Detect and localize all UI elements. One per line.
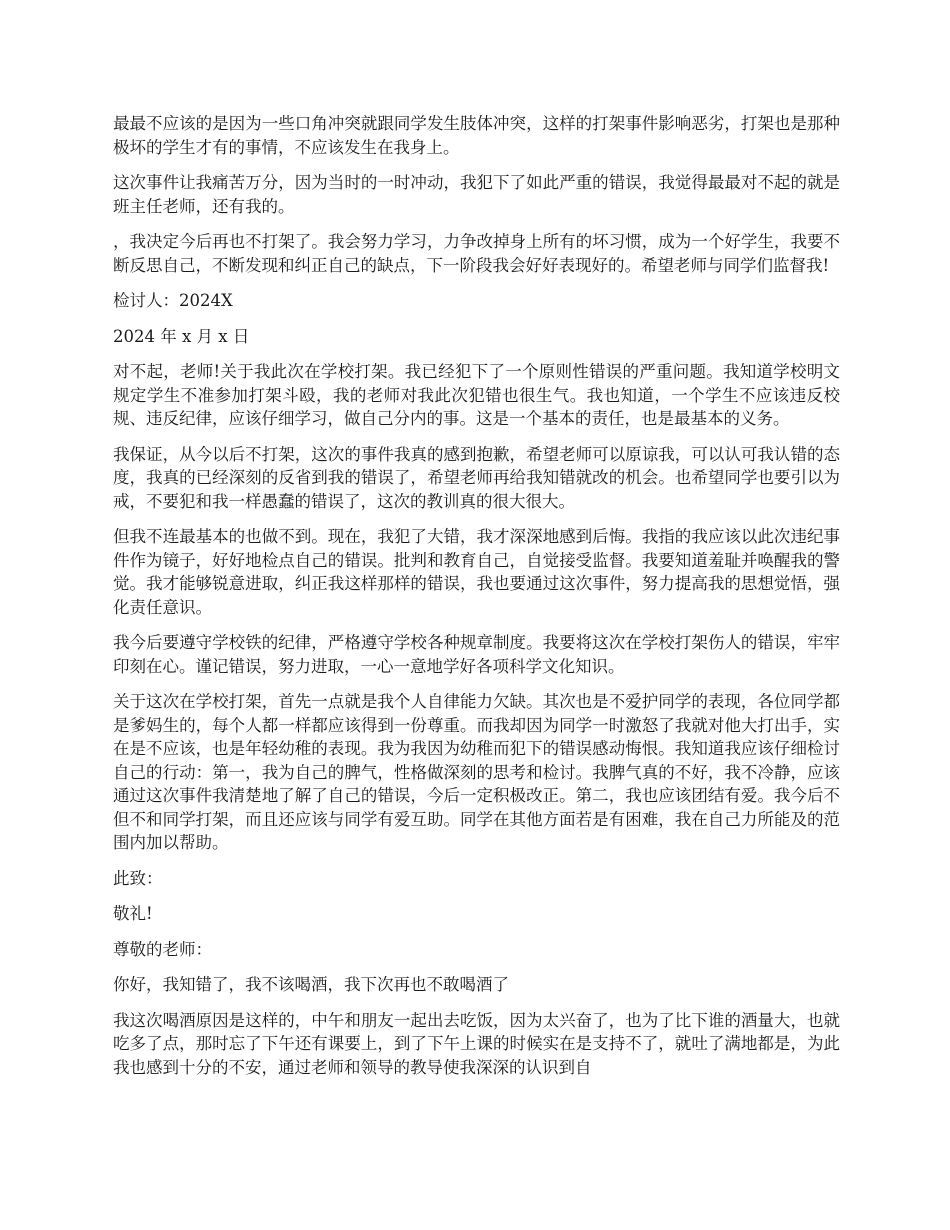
date-line: 2024 年 x 月 x 日 [113, 326, 250, 346]
paragraph-10: 关于这次在学校打架，首先一点就是我个人自律能力欠缺。其次也是不爱护同学的表现，各位同学都是爹妈生的，每个人都一样都应该得到一份尊重。而我却因为同学一时激怒了我就对他大打出手，实在是不应该，也是年轻幼稚的表现。我为我因为幼稚而犯下的错误感动悔恨。我知道我应该仔细检讨自己的行动：第一，我为自己的脾气，性格做深刻的思考和检讨。我脾气真的不好，我不冷静，应该通过这次事件我清楚地了解了自己的错误，今后一定积极改正。第二，我也应该团结有爱。我今后不但不和同学打架，而且还应该与同学有爱互助。同学在其他方面若是有困难，我在自己力所能及的范围内加以帮助。 [113, 692, 840, 852]
paragraph-1: 最最不应该的是因为一些口角冲突就跟同学发生肢体冲突，这样的打架事件影响恶劣，打架也是那种极坏的学生才有的事情，不应该发生在我身上。 [113, 114, 840, 157]
paragraph-9: 我今后要遵守学校铁的纪律，严格遵守学校各种规章制度。我要将这次在学校打架伤人的错误，牢牢印刻在心。谨记错误，努力进取，一心一意地学好各项科学文化知识。 [113, 633, 840, 676]
paragraph-14: 你好，我知错了，我不该喝酒，我下次再也不敢喝酒了 [113, 975, 509, 994]
paragraph-3: ，我决定今后再也不打架了。我会努力学习，力争改掉身上所有的坏习惯，成为一个好学生，我要不断反思自己，不断发现和纠正自己的缺点，下一阶段我会好好表现好的。希望老师与同学们监督我! [113, 232, 840, 275]
paragraph-7: 我保证，从今以后不打架，这次的事件我真的感到抱歉，希望老师可以原谅我，可以认可我认错的态度，我真的已经深刻的反省到我的错误了，希望老师再给我知错就改的机会。也希望同学也要引以为戒，不要犯和我一样愚蠢的错误了，这次的教训真的很大很大。 [113, 444, 840, 511]
reviewer-signature-line: 检讨人：2024X [113, 291, 233, 310]
letter-greeting: 尊敬的老师： [113, 939, 212, 959]
closing-salutation: 此致： [113, 868, 163, 888]
paragraph-8: 但我不连最基本的也做不到。现在，我犯了大错，我才深深地感到后悔。我指的我应该以此次违纪事件作为镜子，好好地检点自己的错误。批判和教育自己，自觉接受监督。我要知道羞耻并唤醒我的警觉。我才能够锐意进取，纠正我这样那样的错误，我也要通过这次事件，努力提高我的思想觉悟，强化责任意识。 [113, 527, 840, 617]
paragraph-6: 对不起，老师!关于我此次在学校打架。我已经犯下了一个原则性错误的严重问题。我知道学校明文规定学生不准参加打架斗殴，我的老师对我此次犯错也很生气。我也知道，一个学生不应该违反校规、违反纪律，应该仔细学习，做自己分内的事。这是一个基本的责任，也是最基本的义务。 [113, 362, 840, 428]
closing-regards: 敬礼! [113, 904, 153, 923]
paragraph-2: 这次事件让我痛苦万分，因为当时的一时冲动，我犯下了如此严重的错误，我觉得最最对不起的就是班主任老师，还有我的。 [113, 173, 840, 216]
paragraph-15: 我这次喝酒原因是这样的，中午和朋友一起出去吃饭，因为太兴奋了，也为了比下谁的酒量大，也就吃多了点，那时忘了下午还有课要上，到了下午上课的时候实在是支持不了，就吐了满地都是，为此我也感到十分的不安，通过老师和领导的教导使我深深的认识到自 [113, 1010, 840, 1077]
